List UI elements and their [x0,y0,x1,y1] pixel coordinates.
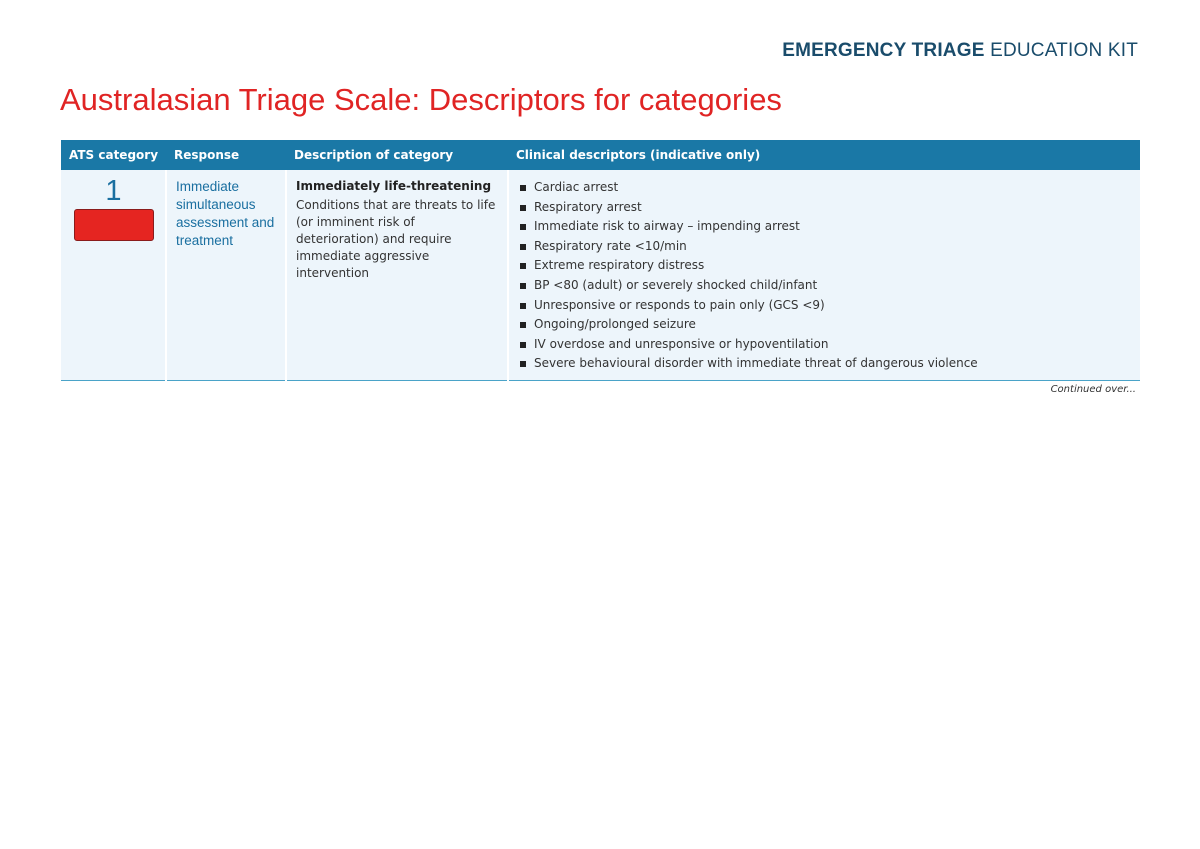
square-bullet-icon [520,283,526,289]
list-item [518,178,1132,198]
list-item-text: Extreme respiratory distress [534,258,705,273]
clinical-descriptor-list [518,178,1132,374]
category-cell [61,170,166,380]
table-header-row [61,140,1140,170]
list-item [518,256,1132,276]
list-item-text: Unresponsive or responds to pain only (GCS <9) [534,297,825,312]
square-bullet-icon [520,224,526,230]
list-item [518,198,1132,218]
column-header-clinical-descriptors: Clinical descriptors (indicative only) [508,140,1140,170]
description-text: Conditions that are threats to life (or imminent risk of deterioration) and require immediate aggressive intervention [296,198,496,280]
square-bullet-icon [520,361,526,367]
response-text: Immediate simultaneous assessment and treatment [176,179,275,248]
list-item [518,276,1132,296]
square-bullet-icon [520,322,526,328]
list-item-text: Respiratory arrest [534,199,642,214]
ats-table [61,140,1140,381]
square-bullet-icon [520,205,526,211]
description-cell [286,170,508,380]
kit-header-rest: EDUCATION KIT [990,40,1138,61]
list-item-text: Respiratory rate <10/min [534,238,687,253]
column-header-response: Response [166,140,286,170]
column-header-description: Description of category [286,140,508,170]
response-cell [166,170,286,380]
list-item [518,296,1132,316]
list-item [518,354,1132,374]
square-bullet-icon [520,244,526,250]
square-bullet-icon [520,303,526,309]
category-number: 1 [105,175,122,207]
continued-over-note: Continued over... [1050,384,1136,395]
kit-header-bold: EMERGENCY TRIAGE [782,40,985,61]
list-item-text: Severe behavioural disorder with immediate threat of dangerous violence [534,356,978,371]
kit-header [782,40,1138,62]
square-bullet-icon [520,263,526,269]
list-item-text: IV overdose and unresponsive or hypoventilation [534,336,829,351]
list-item-text: Ongoing/prolonged seizure [534,317,696,332]
list-item [518,217,1132,237]
list-item-text: Cardiac arrest [534,180,619,194]
list-item [518,237,1132,257]
list-item-text: BP <80 (adult) or severely shocked child/infant [534,277,818,292]
description-heading: Immediately life-threatening [296,179,492,193]
square-bullet-icon [520,342,526,348]
list-item-text: Immediate risk to airway – impending arrest [534,219,800,234]
list-item [518,315,1132,335]
clinical-descriptors-cell [508,170,1140,380]
category-color-swatch [74,209,154,241]
column-header-ats-category: ATS category [61,140,166,170]
list-item [518,335,1132,355]
page-title: Australasian Triage Scale: Descriptors for categories [60,82,782,117]
square-bullet-icon [520,185,526,191]
table-row [61,170,1140,380]
